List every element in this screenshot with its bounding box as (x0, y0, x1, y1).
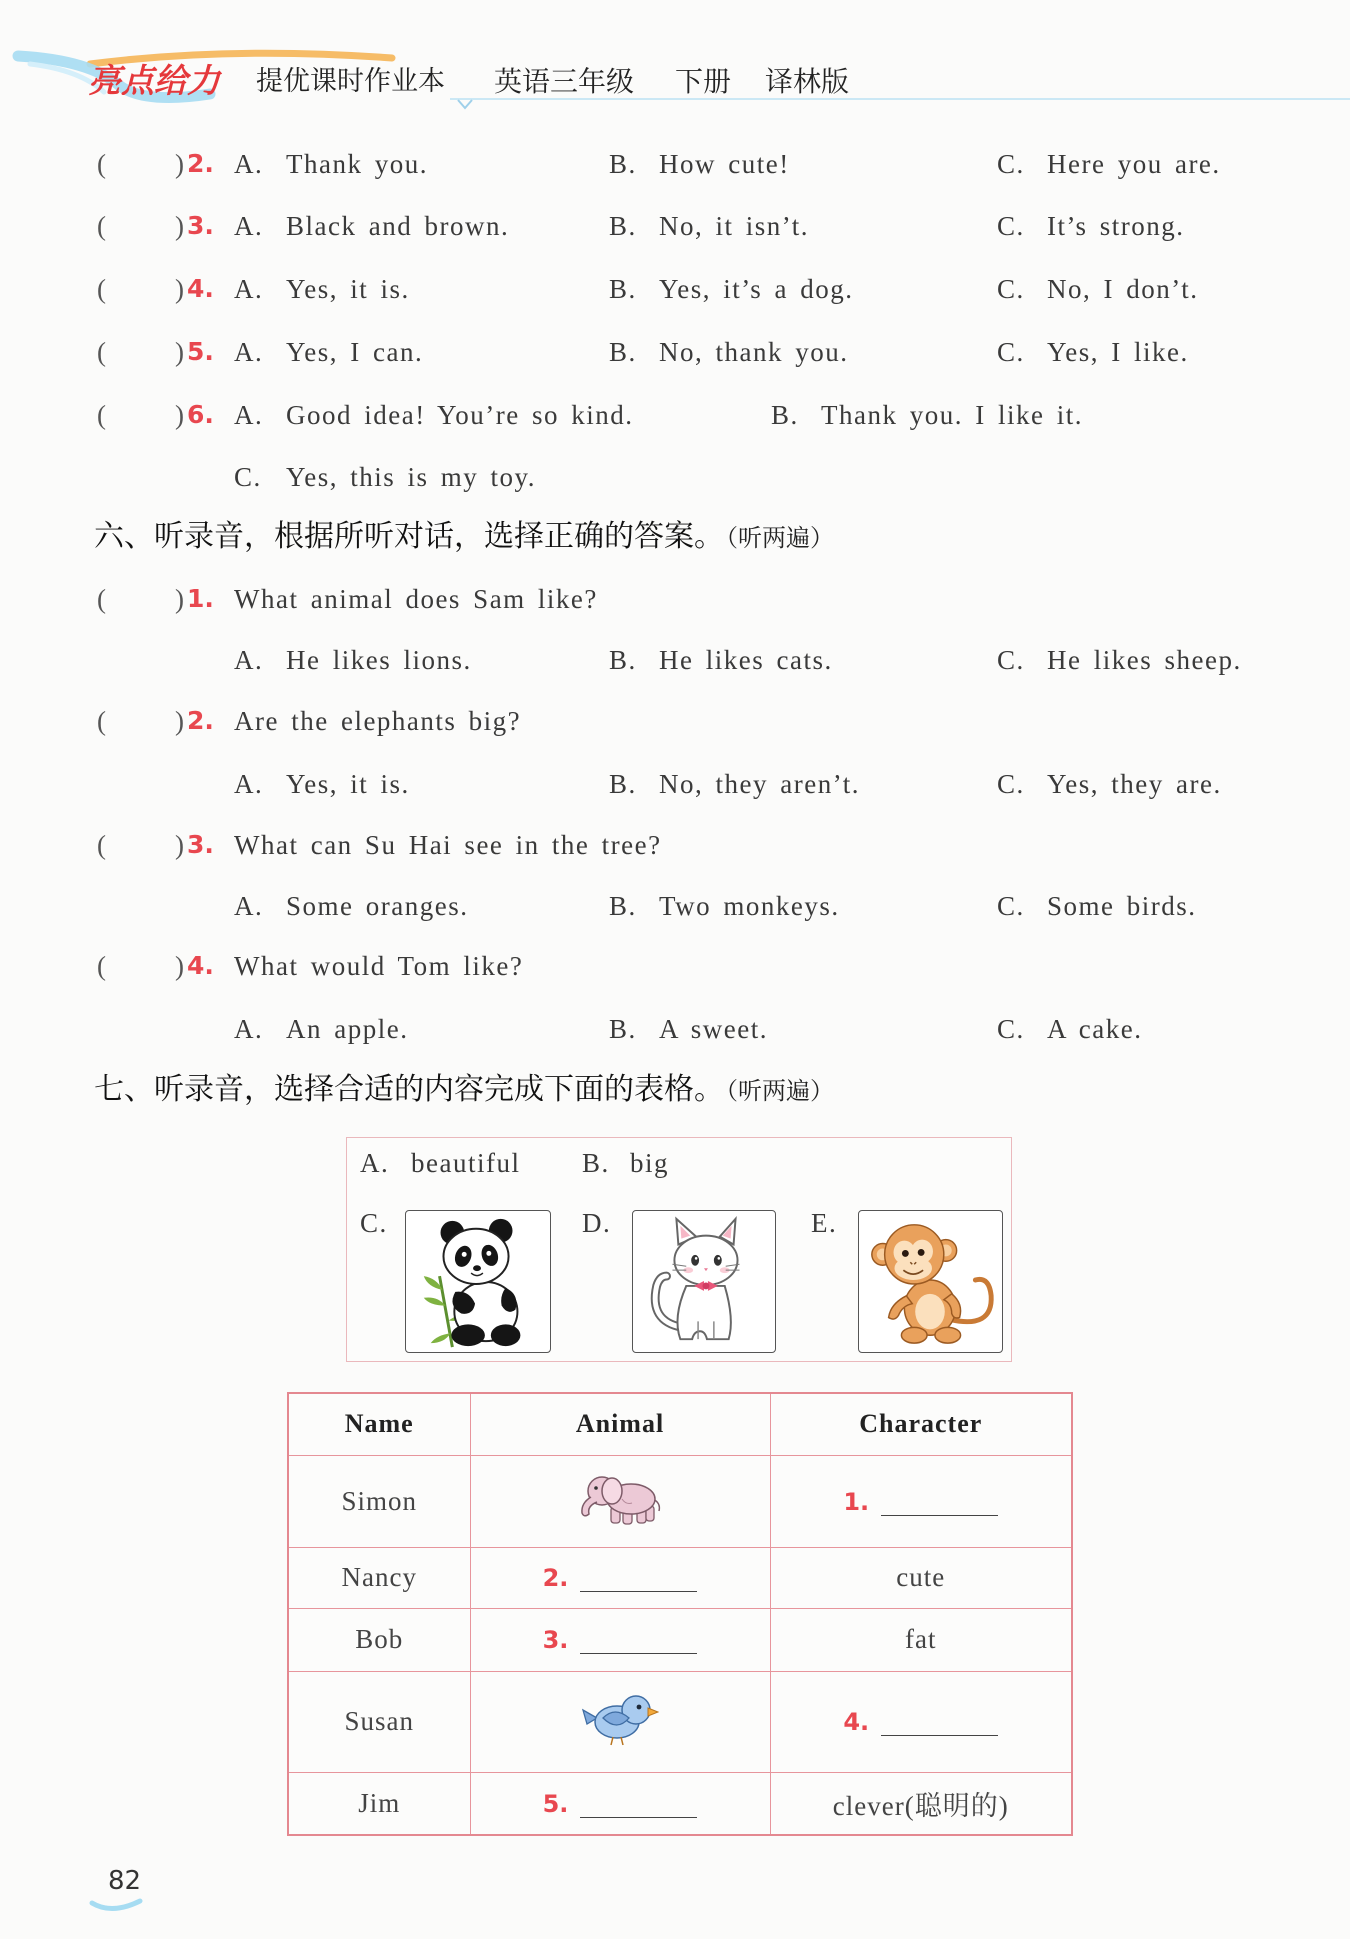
option-text-c: Yes, they are. (1047, 769, 1222, 799)
option-text-a: Yes, it is. (286, 274, 410, 304)
option-text-c: No, I don’t. (1047, 274, 1199, 304)
bracket-open: ( (97, 274, 108, 304)
option-letter-c: C. (997, 769, 1025, 799)
option-letter-c: C. (234, 462, 262, 492)
choice-word-big: big (630, 1148, 670, 1178)
monkey-picture (858, 1210, 1003, 1353)
series-title: 提优课时作业本 (256, 66, 445, 97)
option-letter-c: C. (997, 891, 1025, 921)
table-row (288, 1772, 1072, 1835)
blank-number: 2. (542, 1564, 569, 1592)
answer-table (287, 1392, 1073, 1836)
options-row-6-2 (0, 766, 1350, 802)
option-letter-c: C. (997, 645, 1025, 675)
answer-blank[interactable] (112, 274, 172, 304)
answer-blank[interactable] (112, 584, 172, 614)
option-letter-c: C. (997, 1014, 1025, 1044)
animal-cell (470, 1671, 770, 1772)
question-row-5-4 (0, 271, 1350, 307)
choice-letter-d: D. (582, 1208, 612, 1238)
option-text-b: No, thank you. (659, 337, 849, 367)
question-number: 6. (187, 400, 214, 429)
question-row-5-6-continued (0, 459, 1350, 495)
column-header-animal: Animal (470, 1393, 770, 1455)
question-number: 5. (187, 337, 214, 366)
question-number: 2. (187, 706, 214, 735)
option-letter-a: A. (234, 1014, 264, 1044)
option-text-a: Good idea! You’re so kind. (286, 400, 634, 430)
options-row-6-4 (0, 1011, 1350, 1047)
question-row-6-1 (0, 581, 1350, 617)
option-text-b: No, it isn’t. (659, 211, 810, 241)
option-text-a: Black and brown. (286, 211, 510, 241)
question-number: 3. (187, 211, 214, 240)
bracket-open: ( (97, 149, 108, 179)
answer-blank[interactable] (112, 149, 172, 179)
option-text-a: Yes, I can. (286, 337, 424, 367)
page-number-decoration (88, 1895, 148, 1919)
brand-logo-text: 亮点给力 (88, 61, 220, 100)
option-text-a: An apple. (286, 1014, 409, 1044)
table-header-row (288, 1393, 1072, 1455)
blank-line (580, 1795, 697, 1818)
option-text-c: He likes sheep. (1047, 645, 1242, 675)
fill-blank-3[interactable] (543, 1626, 698, 1654)
fill-blank-1[interactable] (843, 1488, 998, 1516)
option-letter-a: A. (234, 211, 264, 241)
section-6-heading (94, 517, 834, 557)
option-letter-a: A. (234, 149, 264, 179)
character-cell (770, 1671, 1072, 1772)
option-letter-a: A. (234, 645, 264, 675)
option-letter-a: A. (234, 891, 264, 921)
cat-picture (632, 1210, 776, 1353)
question-row-5-3 (0, 208, 1350, 244)
bracket-close: ) (175, 951, 186, 981)
bracket-close: ) (175, 400, 186, 430)
answer-blank[interactable] (112, 337, 172, 367)
animal-cell (470, 1772, 770, 1835)
volume-label: 下册 (675, 65, 732, 98)
bracket-close: ) (175, 706, 186, 736)
name-cell: Simon (288, 1455, 470, 1547)
question-number: 4. (187, 274, 214, 303)
option-text-b: Yes, it’s a dog. (659, 274, 854, 304)
option-letter-b: B. (609, 274, 637, 304)
bracket-close: ) (175, 584, 186, 614)
option-text-c: It’s strong. (1047, 211, 1185, 241)
option-text-c: Here you are. (1047, 149, 1221, 179)
option-letter-a: A. (234, 337, 264, 367)
section-6-note: （听两遍） (726, 524, 834, 552)
section-7-instruction: 七、听录音，选择合适的内容完成下面的表格。 (94, 1072, 724, 1107)
section-6-instruction: 六、听录音，根据所听对话，选择正确的答案。 (94, 519, 724, 554)
question-number: 1. (187, 584, 214, 613)
answer-blank[interactable] (112, 951, 172, 981)
character-cell: clever(聪明的) (770, 1772, 1072, 1835)
question-text: Are the elephants big? (234, 706, 522, 736)
option-text-b: A sweet. (659, 1014, 768, 1044)
grade-label: 英语三年级 (494, 65, 635, 98)
fill-blank-4[interactable] (843, 1708, 998, 1736)
animal-cell (470, 1608, 770, 1671)
blank-number: 1. (843, 1487, 870, 1516)
table-row (288, 1547, 1072, 1608)
answer-blank[interactable] (112, 830, 172, 860)
blank-number: 4. (843, 1708, 870, 1736)
option-text-c: Some birds. (1047, 891, 1197, 921)
choice-letter-e: E. (811, 1208, 838, 1238)
bracket-open: ( (97, 400, 108, 430)
option-text-a: Some oranges. (286, 891, 469, 921)
option-text-b: Two monkeys. (659, 891, 840, 921)
option-letter-a: A. (234, 769, 264, 799)
option-text-a: He likes lions. (286, 645, 472, 675)
table-row (288, 1608, 1072, 1671)
name-cell: Bob (288, 1608, 470, 1671)
panda-picture (405, 1210, 551, 1353)
blank-line (580, 1631, 697, 1654)
answer-blank[interactable] (112, 211, 172, 241)
bracket-open: ( (97, 337, 108, 367)
option-letter-b: B. (609, 645, 637, 675)
fill-blank-5[interactable] (543, 1790, 698, 1818)
column-header-character: Character (770, 1393, 1072, 1455)
choice-letter-b: B. (582, 1148, 610, 1178)
question-row-6-2 (0, 703, 1350, 739)
answer-blank[interactable] (112, 706, 172, 736)
question-row-6-3 (0, 827, 1350, 863)
option-letter-a: A. (234, 400, 264, 430)
choice-letter-c: C. (360, 1208, 388, 1238)
option-letter-b: B. (609, 1014, 637, 1044)
bracket-open: ( (97, 706, 108, 736)
question-row-6-4 (0, 948, 1350, 984)
option-letter-c: C. (997, 211, 1025, 241)
name-cell: Susan (288, 1671, 470, 1772)
choice-word-beautiful: beautiful (411, 1148, 521, 1178)
bracket-open: ( (97, 211, 108, 241)
option-text-b: He likes cats. (659, 645, 833, 675)
character-cell: cute (770, 1547, 1072, 1608)
bracket-open: ( (97, 951, 108, 981)
option-text-a: Thank you. (286, 149, 428, 179)
question-number: 4. (187, 951, 214, 980)
option-text-c: A cake. (1047, 1014, 1143, 1044)
question-text: What can Su Hai see in the tree? (234, 830, 662, 860)
name-cell: Jim (288, 1772, 470, 1835)
option-letter-c: C. (997, 274, 1025, 304)
fill-blank-2[interactable] (543, 1564, 698, 1592)
question-text: What would Tom like? (234, 951, 524, 981)
option-letter-a: A. (234, 274, 264, 304)
option-letter-b: B. (609, 769, 637, 799)
choice-letter-a: A. (360, 1148, 390, 1178)
page-number: 82 (108, 1866, 142, 1896)
choice-box (346, 1137, 1012, 1362)
answer-blank[interactable] (112, 400, 172, 430)
name-cell: Nancy (288, 1547, 470, 1608)
option-letter-c: C. (997, 337, 1025, 367)
bracket-close: ) (175, 830, 186, 860)
option-text-c: Yes, I like. (1047, 337, 1189, 367)
animal-cell (470, 1547, 770, 1608)
bracket-open: ( (97, 830, 108, 860)
option-letter-b: B. (771, 400, 799, 430)
blank-line (881, 1713, 998, 1736)
question-row-5-5 (0, 334, 1350, 370)
bracket-open: ( (97, 584, 108, 614)
section-7-heading (94, 1070, 834, 1110)
option-letter-b: B. (609, 337, 637, 367)
blank-line (881, 1493, 998, 1516)
character-cell (770, 1455, 1072, 1547)
blank-number: 3. (542, 1626, 569, 1654)
bird-picture (581, 1688, 659, 1755)
option-text-a: Yes, it is. (286, 769, 410, 799)
section-7-note: （听两遍） (726, 1077, 834, 1105)
options-row-6-3 (0, 888, 1350, 924)
blank-line (580, 1569, 697, 1592)
table-row (288, 1455, 1072, 1547)
option-letter-c: C. (997, 149, 1025, 179)
option-letter-b: B. (609, 149, 637, 179)
question-text: What animal does Sam like? (234, 584, 598, 614)
option-letter-b: B. (609, 211, 637, 241)
option-text-b: How cute! (659, 149, 790, 179)
option-text-b: Thank you. I like it. (821, 400, 1083, 430)
option-letter-b: B. (609, 891, 637, 921)
bracket-close: ) (175, 211, 186, 241)
table-row (288, 1671, 1072, 1772)
question-number: 3. (187, 830, 214, 859)
animal-cell (470, 1455, 770, 1547)
character-cell: fat (770, 1608, 1072, 1671)
option-text-b: No, they aren’t. (659, 769, 860, 799)
option-text-c: Yes, this is my toy. (286, 462, 537, 492)
column-header-name: Name (288, 1393, 470, 1455)
blank-number: 5. (542, 1789, 569, 1818)
question-number: 2. (187, 149, 214, 178)
elephant-picture (577, 1469, 664, 1534)
bracket-close: ) (175, 149, 186, 179)
question-row-5-2 (0, 146, 1350, 182)
question-row-5-6 (0, 397, 1350, 433)
bracket-close: ) (175, 274, 186, 304)
bracket-close: ) (175, 337, 186, 367)
edition-label: 译林版 (765, 65, 850, 98)
options-row-6-1 (0, 642, 1350, 678)
